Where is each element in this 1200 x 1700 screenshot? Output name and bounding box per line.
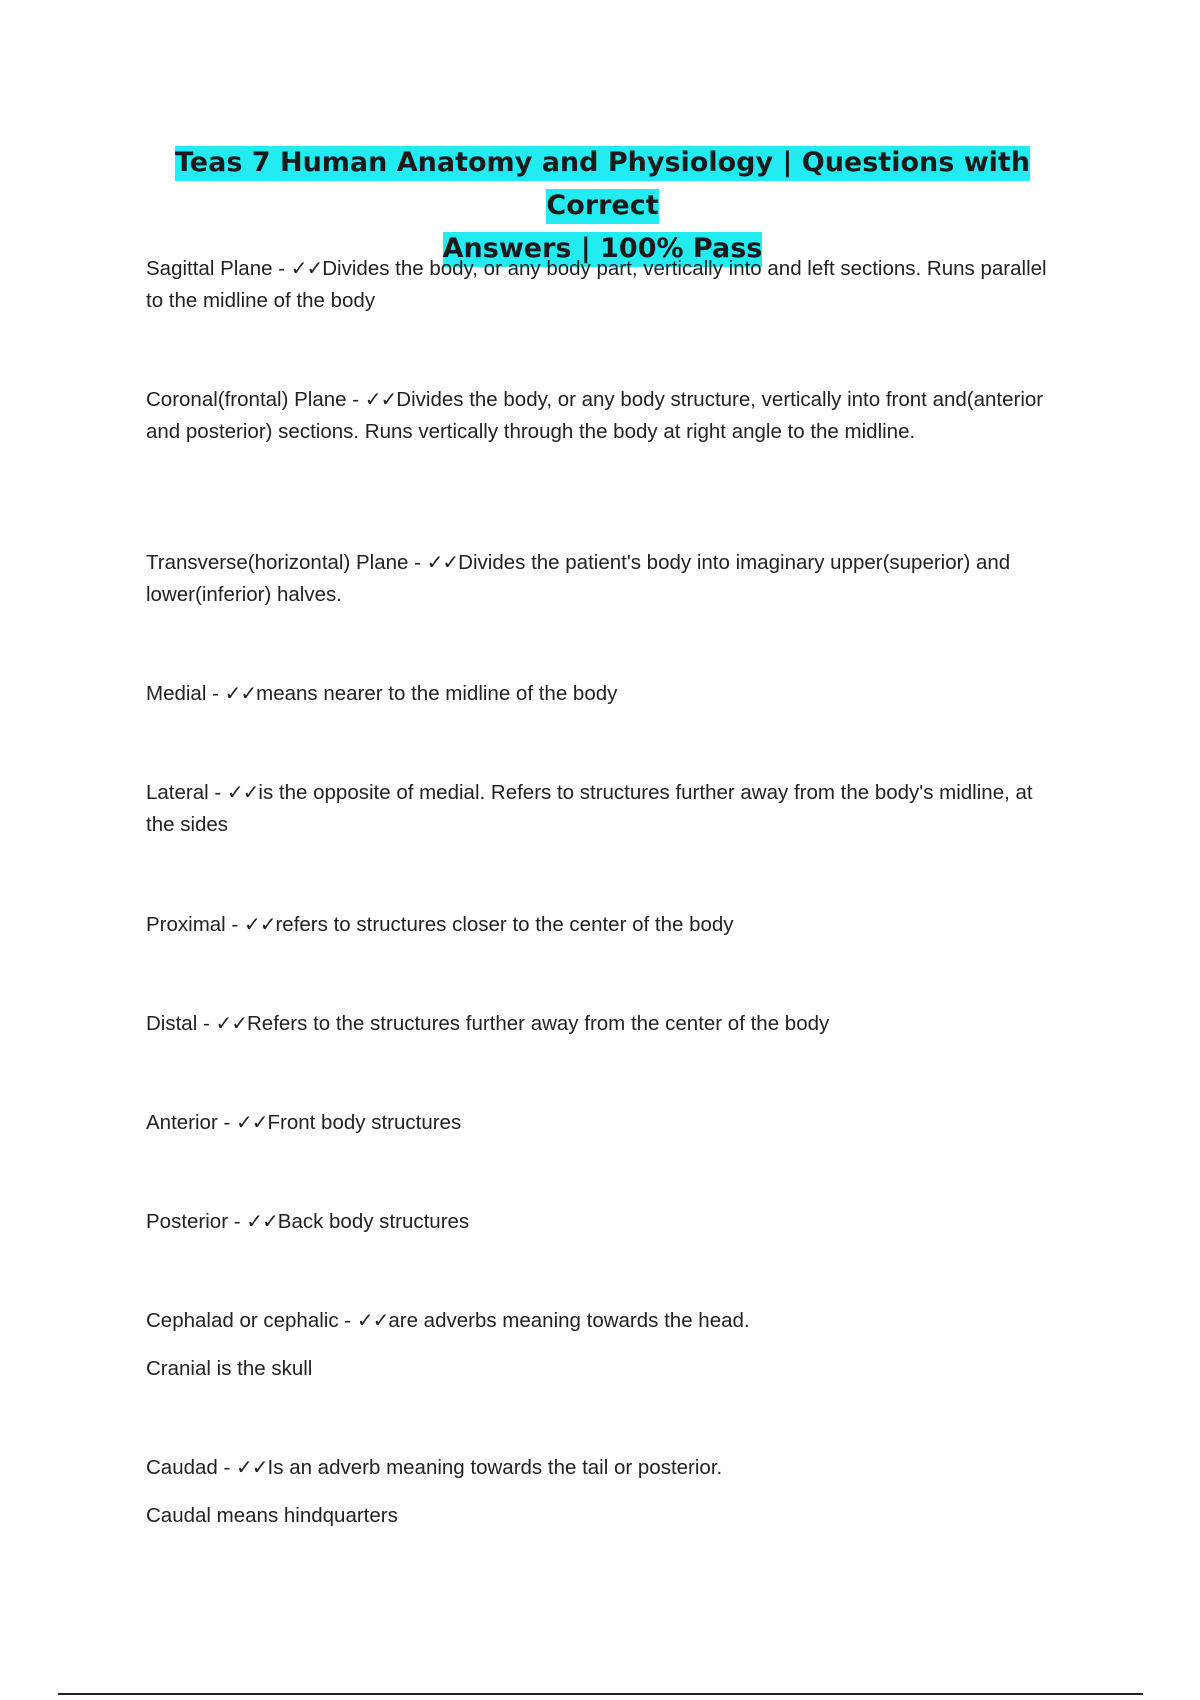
double-check-icon: ✓✓	[246, 1209, 278, 1233]
qa-entry	[146, 908, 1066, 941]
double-check-icon: ✓✓	[243, 912, 276, 936]
qa-definition: Is an adverb meaning towards the tail or posterior.	[267, 1456, 723, 1479]
qa-definition: is the opposite of medial. Refers to structures further away from the body's midline, at the sides	[146, 781, 1033, 836]
qa-extra-note: Caudal means hindquarters	[146, 1504, 398, 1527]
qa-entry	[146, 383, 1066, 448]
qa-text	[146, 1106, 1066, 1139]
double-check-icon: ✓✓	[226, 780, 259, 804]
qa-term: Proximal -	[146, 913, 244, 936]
qa-term: Transverse(horizontal) Plane -	[146, 551, 427, 574]
double-check-icon: ✓✓	[236, 1110, 268, 1134]
qa-text	[146, 546, 1066, 611]
qa-entry	[146, 1007, 1066, 1040]
double-check-icon: ✓✓	[364, 387, 397, 411]
qa-text	[146, 383, 1066, 448]
double-check-icon: ✓✓	[224, 681, 257, 705]
qa-text	[146, 1205, 1066, 1238]
qa-entry	[146, 677, 1066, 710]
qa-definition: refers to structures closer to the center of the body	[275, 913, 734, 936]
qa-entry	[146, 1451, 1066, 1532]
title-line-2: Answers | 100% Pass	[443, 232, 763, 267]
document-title	[120, 141, 1085, 270]
qa-text	[146, 908, 1066, 941]
qa-text	[146, 1451, 1066, 1484]
qa-definition: Refers to the structures further away from the center of the body	[247, 1012, 830, 1035]
double-check-icon: ✓✓	[290, 256, 323, 280]
qa-entry	[146, 1205, 1066, 1238]
qa-text	[146, 776, 1066, 841]
qa-entry	[146, 1304, 1066, 1385]
qa-definition: Divides the patient's body into imaginary upper(superior) and lower(inferior) halves.	[146, 551, 1011, 606]
qa-definition: are adverbs meaning towards the head.	[388, 1309, 750, 1332]
qa-term: Coronal(frontal) Plane -	[146, 388, 365, 411]
qa-definition: Front body structures	[267, 1111, 462, 1134]
qa-definition: means nearer to the midline of the body	[256, 682, 618, 705]
title-line-1: Teas 7 Human Anatomy and Physiology | Questions with Correct	[175, 146, 1030, 224]
qa-extra-note: Cranial is the skull	[146, 1357, 313, 1380]
double-check-icon: ✓✓	[356, 1308, 389, 1332]
footer-divider	[58, 1693, 1143, 1695]
qa-term: Posterior -	[146, 1210, 247, 1233]
double-check-icon: ✓✓	[215, 1011, 247, 1035]
double-check-icon: ✓✓	[426, 550, 459, 574]
qa-text	[146, 1304, 1066, 1337]
qa-term: Sagittal Plane -	[146, 257, 291, 280]
qa-term: Distal -	[146, 1012, 216, 1035]
double-check-icon: ✓✓	[236, 1455, 268, 1479]
qa-text	[146, 677, 1066, 710]
qa-term: Lateral -	[146, 781, 227, 804]
qa-text	[146, 252, 1066, 317]
qa-entry	[146, 1106, 1066, 1139]
qa-entry	[146, 776, 1066, 841]
qa-definition: Divides the body, or any body structure, vertically into front and(anterior and posterior) sections. Runs vertically through the body at right angle to the midline.	[146, 388, 1044, 443]
qa-term: Medial -	[146, 682, 225, 705]
qa-entry	[146, 546, 1066, 611]
qa-term: Caudad -	[146, 1456, 237, 1479]
qa-definition: Back body structures	[277, 1210, 470, 1233]
qa-term: Anterior -	[146, 1111, 236, 1134]
qa-term: Cephalad or cephalic -	[146, 1309, 357, 1332]
qa-entry	[146, 252, 1066, 317]
qa-text	[146, 1007, 1066, 1040]
qa-definition: Divides the body, or any body part, vertically into and left sections. Runs parallel to the midline of the body	[146, 257, 1047, 312]
